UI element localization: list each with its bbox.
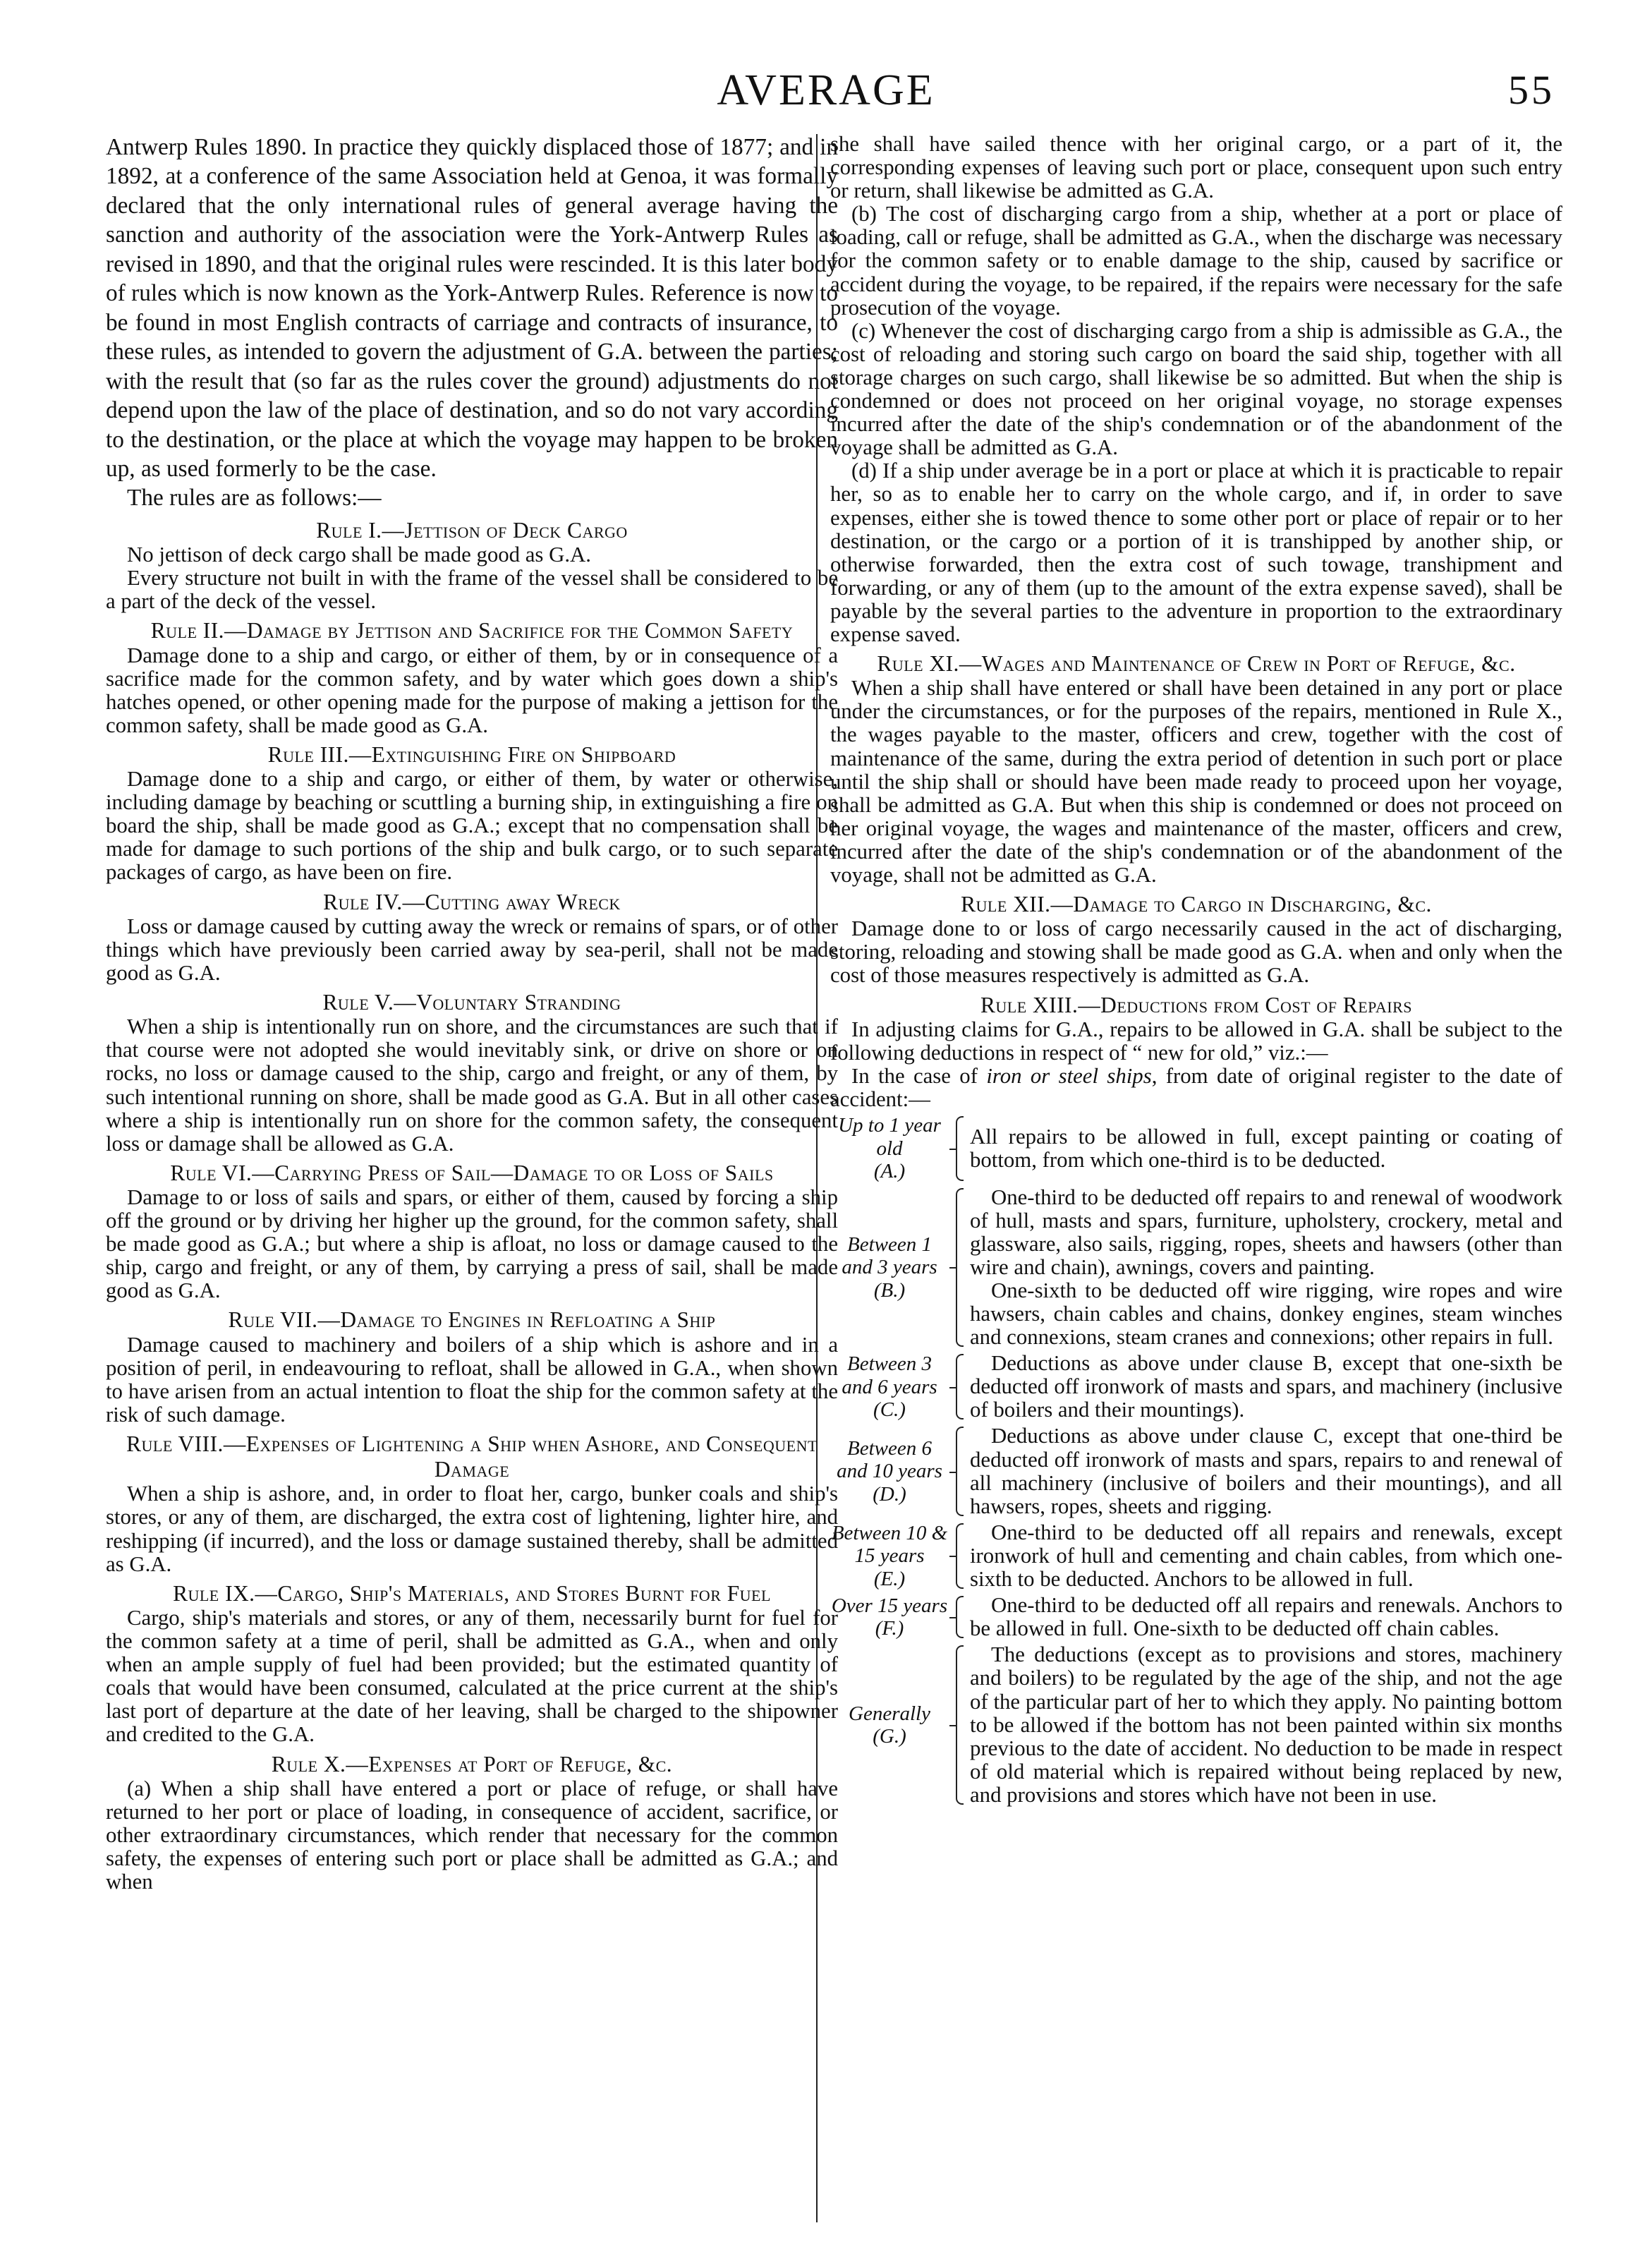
rule-3-heading: Rule III.—Extinguishing Fire on Shipboard: [267, 741, 676, 767]
deduction-age-text: Generally: [849, 1702, 930, 1725]
deduction-text: [970, 1521, 1562, 1591]
deduction-age-label: [830, 1233, 949, 1302]
left-column: [106, 133, 838, 1894]
deduction-age-label: [830, 1702, 949, 1748]
intro-paragraph: Antwerp Rules 1890. In practice they quickly displaced those of 1877; and in 1892, at a conference of the same Association held at Genoa, it was formally declared that the only international rules of general average having the sanction and authority of the association were the York-Antwerp Rules as revised in 1890, and that the original rules were rescinded. It is this later body of rules which is now known as the York-Antwerp Rules. Reference is now to be found in most English contracts of carriage and contracts of insurance, to these rules, as intended to govern the adjustment of G.A. between the parties; with the result that (so far as the rules cover the ground) adjustments do not depend upon the law of the place of destination, and so do not vary according to the destination, or the place at which the voyage may happen to be broken up, as used formerly to be the case.: [106, 134, 838, 482]
deduction-age-text: Over 15 years: [831, 1594, 948, 1617]
deduction-clause-letter: (E.): [873, 1567, 906, 1590]
deduction-paragraph: One-third to be deducted off all repairs and renewals, except ironwork of hull and cementing and chain cables, from which one-sixth to be deducted. Anchors to be allowed in full.: [970, 1520, 1562, 1592]
rule-2-heading: Rule II.—Damage by Jettison and Sacrifice for the Common Safety: [150, 618, 794, 643]
rule-4-heading: Rule IV.—Cutting away Wreck: [323, 889, 621, 914]
deduction-paragraph: One-third to be deducted off repairs to and renewal of woodwork of hull, masts and spars, furniture, upholstery, crockery, metal and glassware, also sails, rigging, ropes, sheets and hawsers (other than wire and chain), awnings, covers and painting.: [970, 1185, 1562, 1279]
rule-13-heading: Rule XIII.—Deductions from Cost of Repairs: [980, 992, 1413, 1017]
table-intro-post: , from date of original register to the date of accident:—: [830, 1063, 1562, 1112]
brace-mark: [949, 1594, 964, 1640]
deduction-age-text: Up to 1 year old: [838, 1114, 941, 1160]
rule-12-text: Damage done to or loss of cargo necessarily caused in the act of discharging, storing, reloading and stowing shall be made good as G.A. when and only when the cost of those measures respectively is admitted as G.A.: [830, 916, 1562, 988]
deduction-age-text: Between 10 & 15 years: [831, 1521, 948, 1568]
deduction-text: [970, 1594, 1562, 1640]
rule-heading: [106, 518, 838, 543]
rule-heading: [106, 1581, 838, 1606]
brace-mark: [949, 1521, 964, 1591]
deduction-text: [970, 1125, 1562, 1172]
rule-heading: [830, 993, 1562, 1018]
deduction-age-label: [830, 1522, 949, 1590]
rule-10-text-c: (c) Whenever the cost of discharging cargo from a ship is admissible as G.A., the cost of reloading and storing such cargo on board the said ship, together with all storage charges on such cargo, shall likewise be so admitted. But when the ship is condemned or does not proceed on her original voyage, no storage expenses incurred after the date of the ship's condemnation or of the abandonment of the voyage shall be admitted as G.A.: [830, 318, 1562, 460]
rule-9-text: Cargo, ship's materials and stores, or any of them, necessarily burnt for fuel for the common safety at a time of peril, shall be admitted as G.A., when and only when an ample supply of fuel had been provided; but the estimated quantity of coals that would have been consumed, calculated at the price current at the ship's last port of departure at the date of her leaving, shall be charged to the shipowner and credited to the G.A.: [106, 1605, 838, 1747]
deduction-paragraph: The deductions (except as to provisions and stores, machinery and boilers) to be regulated by the age of the ship, and not the age of the particular part of her to which they apply. No painting bottom to be allowed if the bottom has not been painted within six months previous to the date of accident. No deduction to be made in respect of old material which is repaired without being replaced by new, and provisions and stores which have not been in use.: [970, 1642, 1562, 1807]
rule-11-text: When a ship shall have entered or shall have been detained in any port or place under the circumstances, or for the purposes of the repairs, mentioned in Rule X., the wages payable to the master, officers and crew, together with the cost of maintenance of the same, during the extra period of detention in such port or place until the ship shall or should have been made ready to proceed upon her voyage, shall be admitted as G.A. But when this ship is condemned or does not proceed on her original voyage, the wages and maintenance of the master, officers and crew, incurred after the date of the ship's condemnation or of the abandonment of the voyage, shall not be admitted as G.A.: [830, 676, 1562, 887]
deduction-age-label: [830, 1352, 949, 1421]
rule-13-text: In adjusting claims for G.A., repairs to be allowed in G.A. shall be subject to the following deductions in respect of “ new for old,” viz.:—: [830, 1017, 1562, 1065]
rule-heading: [106, 1431, 838, 1482]
table-intro-em: iron or steel ships: [986, 1063, 1152, 1088]
table-intro-pre: In the case of: [851, 1063, 987, 1088]
rule-1-text: No jettison of deck cargo shall be made good as G.A.: [127, 543, 591, 567]
deduction-row: [830, 1352, 1562, 1422]
deductions-table-intro: [830, 1065, 1562, 1111]
brace-mark: [949, 1186, 964, 1350]
rule-4-text: Loss or damage caused by cutting away the wreck or remains of spars, or of other things which have previously been carried away by sea-peril, shall not be made good as G.A.: [106, 914, 838, 985]
rule-1-text-2: Every structure not built in with the frame of the vessel shall be considered to be a part of the deck of the vessel.: [106, 566, 838, 614]
deduction-age-text: Between 3 and 6 years: [842, 1352, 937, 1398]
deduction-text: [970, 1352, 1562, 1422]
deduction-clause-letter: (B.): [873, 1278, 906, 1302]
deduction-clause-letter: (A.): [873, 1160, 906, 1183]
rule-5-text: When a ship is intentionally run on shore, and the circumstances are such that if that course were not adopted she would inevitably sink, or drive on shore or on rocks, no loss or damage caused to the ship, cargo and freight, or any of them, by such intentional running on shore, shall be made good as G.A. But in all other cases where a ship is intentionally run on shore for the common safety, the consequent loss or damage shall be allowed as G.A.: [106, 1015, 838, 1156]
deduction-paragraph: Deductions as above under clause C, except that one-third be deducted off ironwork of masts and spars, repairs to and renewal of all machinery (inclusive of boilers and their mountings), and all hawsers, ropes, sheets and rigging.: [970, 1424, 1562, 1518]
rule-10-text-d: (d) If a ship under average be in a port or place at which it is practicable to repair her, so as to enable her to carry on the whole cargo, and if, in order to save expenses, either she is towed thence to some other port or place of repair or to her destination, or the cargo or a portion of it is transhipped by another ship, or otherwise forwarded, then the extra cost of such towage, transhipment and forwarding, or any of them (up to the amount of the extra expense saved), shall be payable by the several parties to the adventure in proportion to the extraordinary expense saved.: [830, 459, 1562, 646]
brace-mark: [949, 1424, 964, 1518]
rule-2-text: Damage done to a ship and cargo, or either of them, by or in consequence of a sacrifice made for the common safety, and by water which goes down a ship's hatches opened, or other opening made for the purpose of making a jettison for the common safety, shall be made good as G.A.: [106, 643, 838, 737]
deduction-row: [830, 1521, 1562, 1591]
deduction-age-text: Between 1 and 3 years: [842, 1233, 937, 1279]
deduction-age-label: [830, 1114, 949, 1182]
deduction-age-label: [830, 1437, 949, 1506]
rule-7-heading: Rule VII.—Damage to Engines in Refloating a Ship: [228, 1307, 716, 1333]
deduction-age-label: [830, 1594, 949, 1640]
rule-heading: [830, 892, 1562, 917]
rule-10-text-b: (b) The cost of discharging cargo from a ship, whether at a port or place of loading, call or refuge, shall be admitted as G.A., when the discharge was necessary for the common safety or to enable damage to the ship, caused by sacrifice or accident during the voyage, to be repaired, if the repairs were necessary for the safe prosecution of the voyage.: [830, 202, 1562, 320]
rule-12-heading: Rule XII.—Damage to Cargo in Discharging, &c.: [961, 892, 1432, 917]
deduction-age-text: Between 6 and 10 years: [837, 1436, 942, 1483]
deduction-text: [970, 1186, 1562, 1350]
rule-8-text: When a ship is ashore, and, in order to float her, cargo, bunker coals and ship's stores, or any of them, are discharged, the extra cost of lightening, lighter hire, and reshipping (if incurred), and the loss or damage sustained thereby, shall be admitted as G.A.: [106, 1482, 838, 1576]
rule-heading: [106, 890, 838, 915]
rule-heading: [106, 1161, 838, 1186]
rule-heading: [830, 651, 1562, 677]
deduction-paragraph: Deductions as above under clause B, except that one-sixth be deducted off ironwork of masts and spars, and machinery (inclusive of boilers and their mountings).: [970, 1351, 1562, 1422]
deduction-clause-letter: (G.): [873, 1725, 906, 1748]
page-header: [0, 62, 1652, 119]
rule-1-heading: Rule I.—Jettison of Deck Cargo: [316, 517, 628, 543]
deduction-clause-letter: (D.): [873, 1482, 906, 1506]
brace-mark: [949, 1643, 964, 1807]
deduction-row: [830, 1114, 1562, 1182]
deduction-text: [970, 1424, 1562, 1518]
rule-5-heading: Rule V.—Voluntary Stranding: [322, 990, 621, 1015]
rule-11-heading: Rule XI.—Wages and Maintenance of Crew in Port of Refuge, &c.: [877, 651, 1516, 677]
rule-heading: [106, 1752, 838, 1777]
rule-heading: [106, 990, 838, 1015]
deduction-text: [970, 1643, 1562, 1807]
deductions-table: [830, 1114, 1562, 1807]
right-column: [830, 133, 1562, 2227]
rule-6-text: Damage to or loss of sails and spars, or either of them, caused by forcing a ship off the ground or by driving her higher up the ground, for the common safety, shall be made good as G.A.; but where a ship is afloat, no loss or damage caused to the ship, cargo and freight, or any of them, by carrying a press of sail, shall be made good as G.A.: [106, 1185, 838, 1303]
brace-mark: [949, 1352, 964, 1422]
deduction-paragraph: One-third to be deducted off all repairs and renewals. Anchors to be allowed in full. One-sixth to be deducted off chain cables.: [970, 1593, 1562, 1641]
deduction-row: [830, 1594, 1562, 1640]
rule-heading: [106, 742, 838, 768]
deduction-paragraph: One-sixth to be deducted off wire rigging, wire ropes and wire hawsers, chain cables and chains, donkey engines, steam winches and connexions, steam cranes and connexions; other repairs in full.: [970, 1278, 1562, 1350]
deduction-clause-letter: (C.): [873, 1398, 906, 1422]
rule-heading: [106, 1307, 838, 1333]
deduction-row: [830, 1643, 1562, 1807]
page-title: AVERAGE: [717, 66, 935, 114]
rule-10-continuation: she shall have sailed thence with her original cargo, or a part of it, the corresponding expenses of leaving such port or place, consequent upon such entry or return, shall likewise be admitted as G.A.: [830, 133, 1562, 203]
rule-9-heading: Rule IX.—Cargo, Ship's Materials, and Stores Burnt for Fuel: [173, 1580, 771, 1606]
rule-8-heading: Rule VIII.—Expenses of Lightening a Ship when Ashore, and Consequent Damage: [126, 1431, 818, 1482]
deduction-row: [830, 1424, 1562, 1518]
page-number: 55: [1508, 67, 1555, 113]
rule-10-text-a: (a) When a ship shall have entered a port or place of refuge, or shall have returned to her port or place of loading, in consequence of accident, sacrifice, or other extraordinary circumstances, which render that necessary for the common safety, the expenses of entering such port or place shall be admitted as G.A.; and when: [106, 1776, 838, 1894]
rule-3-text: Damage done to a ship and cargo, or either of them, by water or otherwise, including damage by beaching or scuttling a burning ship, in extinguishing a fire on board the ship, shall be made good as G.A.; except that no compensation shall be made for damage to such portions of the ship and bulk cargo, or to such separate packages of cargo, as have been on fire.: [106, 767, 838, 885]
brace-mark: [949, 1114, 964, 1182]
deduction-row: [830, 1186, 1562, 1350]
deduction-paragraph: All repairs to be allowed in full, except painting or coating of bottom, from which one-third is to be deducted.: [970, 1124, 1562, 1172]
deduction-clause-letter: (F.): [875, 1617, 904, 1640]
rules-intro: The rules are as follows:—: [127, 485, 382, 511]
rule-7-text: Damage caused to machinery and boilers of a ship which is ashore and in a position of peril, in endeavouring to refloat, shall be allowed in G.A., when shown to have arisen from an actual intention to float the ship for the common safety at the risk of such damage.: [106, 1332, 838, 1427]
rule-heading: [106, 618, 838, 643]
rule-6-heading: Rule VI.—Carrying Press of Sail—Damage to or Loss of Sails: [170, 1160, 774, 1185]
rule-10-heading: Rule X.—Expenses at Port of Refuge, &c.: [271, 1751, 673, 1776]
